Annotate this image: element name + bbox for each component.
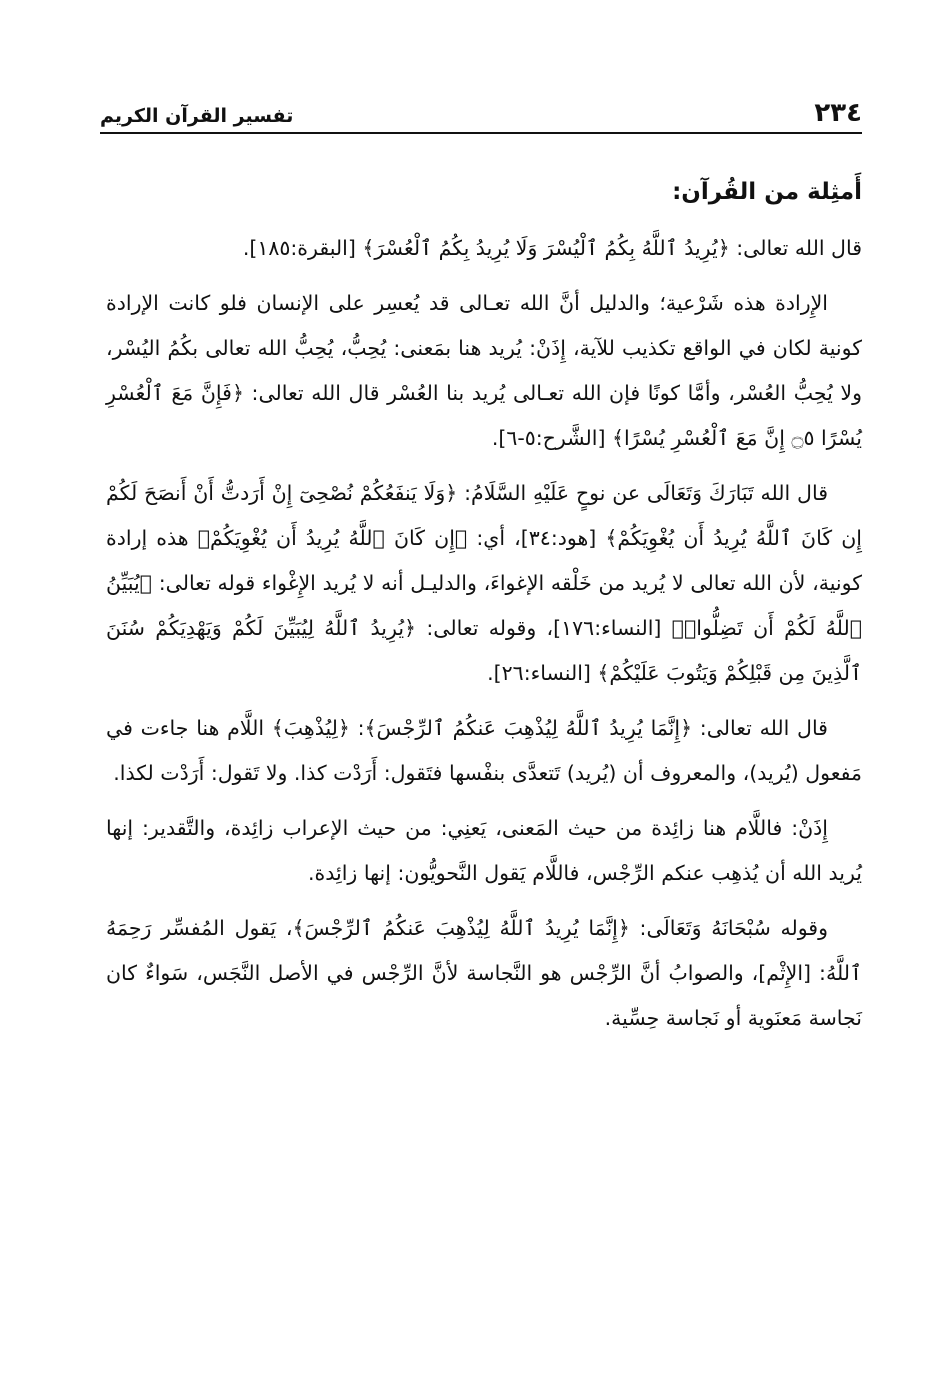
paragraph-quran-verse-baqara: قال الله تعالى: ﴿يُرِيدُ ٱللَّهُ بِكُمُ ٱلْيُسْرَ وَلَا يُرِيدُ بِكُمُ ٱلْعُسْرَ﴾ [البقرة:١٨٥].	[242, 236, 862, 260]
paragraph-rijs-meaning: وقوله سُبْحَانَهُ وَتَعَالَى: ﴿إِنَّمَا يُرِيدُ ٱللَّهُ لِيُذْهِبَ عَنكُمُ ٱلرِّجْسَ﴾، يَقول المُفسِّر رَحِمَهُ ٱللَّهُ: [الإِثْم]، والصوابُ أنَّ الرِّجْس هو النَّجاسة لأنَّ الرِّجْس في الأصل النَّجَس، سَواءٌ كان نَجاسة مَعنَوية أو نَجاسة حِسِّية.	[106, 916, 862, 1030]
page-number: ٢٣٤	[814, 98, 862, 128]
paragraph-lam-analysis: قال الله تعالى: ﴿إِنَّمَا يُرِيدُ ٱللَّهُ لِيُذْهِبَ عَنكُمُ ٱلرِّجْسَ﴾: ﴿لِيُذْهِبَ﴾ اللَّام هنا جاءت في مَفعول (يُريد)، والمعروف أن (يُريد) تَتعدَّى بنفْسها فتَقول: أَرَدْت كذا. ولا تَقول: أَرَدْت لكذا.	[106, 716, 862, 785]
section-heading: أَمثِلة من القُرآن:	[672, 179, 862, 205]
paragraph-nuh-example: قال الله تَبَارَكَ وَتَعَالَى عن نوحٍ عَلَيْهِ السَّلَامُ: ﴿وَلَا يَنفَعُكُمْ نُصْحِىٓ إِنْ أَرَدتُّ أَنْ أَنصَحَ لَكُمْ إِن كَانَ ٱللَّهُ يُرِيدُ أَن يُغْوِيَكُمْ﴾ [هود:٣٤]، أي: ﴿إِن كَانَ ٱللَّهُ يُرِيدُ أَن يُغْوِيَكُمْ﴾ هذه إرادة كونية، لأن الله تعالى لا يُريد من خَلْقه الإغواءَ، والدليـل أنه لا يُريد الإِغْواء قوله تعالى: ﴿يُبَيِّنُ ٱللَّهُ لَكُمْ أَن تَضِلُّوا۟﴾ [النساء:١٧٦]، وقوله تعالى: ﴿يُرِيدُ ٱللَّهُ لِيُبَيِّنَ لَكُمْ وَيَهْدِيَكُمْ سُنَنَ ٱلَّذِينَ مِن قَبْلِكُمْ وَيَتُوبَ عَلَيْكُمْ﴾ [النساء:٢٦].	[106, 481, 862, 685]
running-title: تفسير القرآن الكريم	[100, 105, 294, 127]
paragraph-lam-zaida: إِذَنْ: فاللَّام هنا زائِدة من حيث المَعنى، يَعنِي: من حيث الإعراب زائِدة، والتَّقدير: إنها يُريد الله أن يُذهِب عنكم الرِّجْس، فاللَّام يَقول النَّحويُّون: إنها زائِدة.	[106, 816, 862, 885]
page-header	[100, 92, 862, 134]
page-body	[106, 172, 862, 1051]
paragraph-irada-sharia: الإِرادة هذه شَرْعية؛ والدليل أنَّ الله تعـالى قد يُعسِر على الإنسان فلو كانت الإرادة كونية لكان في الواقع تكذيب للآية، إِذَنْ: يُريد هنا بمَعنى: يُحِبُّ، يُحِبُّ الله تعالى بكُمُ اليُسْر، ولا يُحِبُّ العُسْر، وأمَّا كونًا فإن الله تعـالى يُريد بنا العُسْر قال الله تعالى: ﴿فَإِنَّ مَعَ ٱلْعُسْرِ يُسْرًا ۝٥ إِنَّ مَعَ ٱلْعُسْرِ يُسْرًا﴾ [الشَّرح:٥-٦].	[106, 291, 862, 450]
